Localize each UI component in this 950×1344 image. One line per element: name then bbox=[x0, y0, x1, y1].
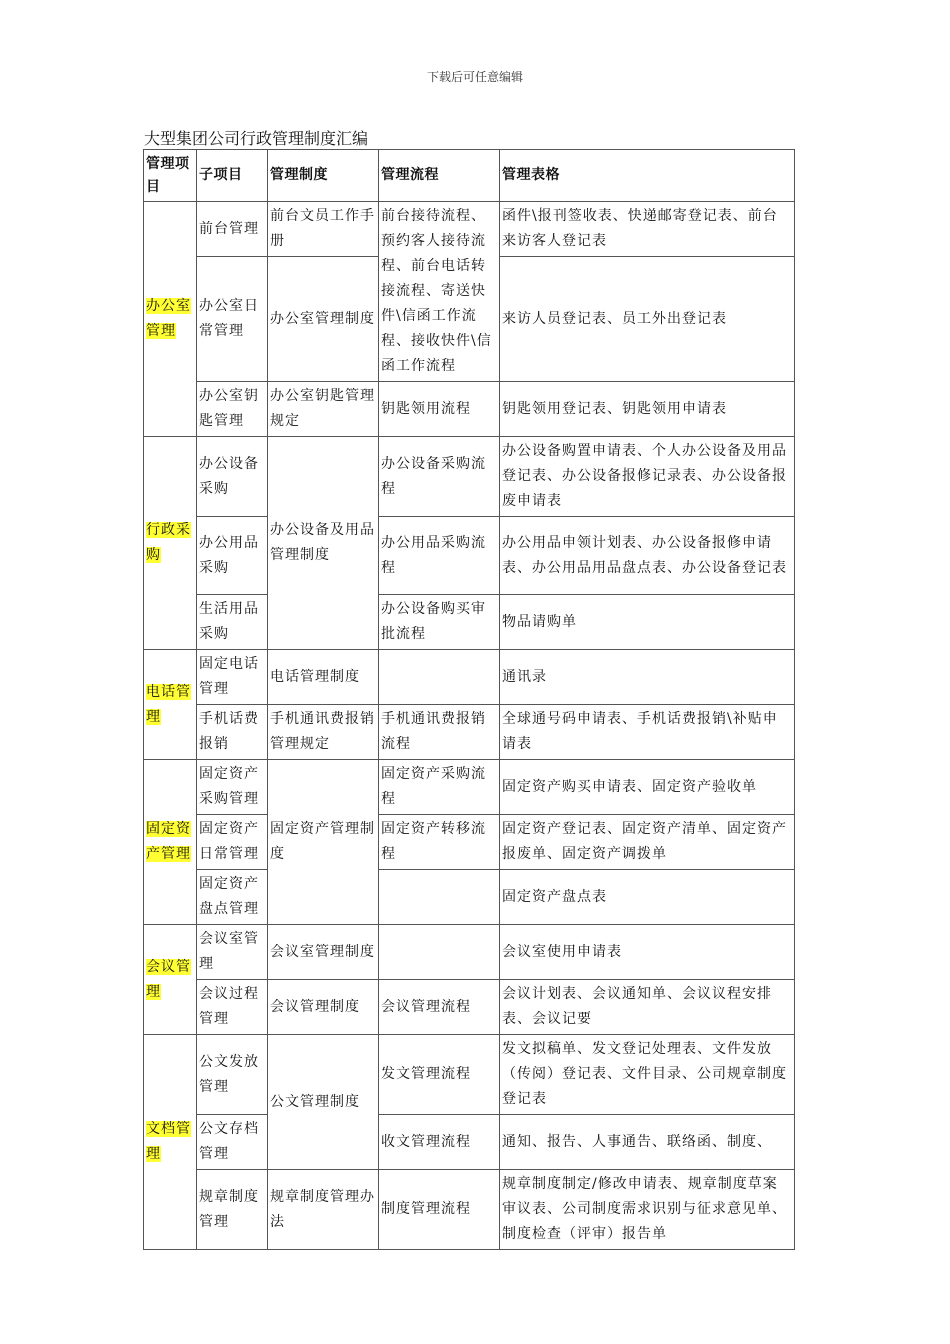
policy-cell: 办公室管理制度 bbox=[268, 257, 379, 382]
table-row bbox=[144, 1115, 795, 1170]
process-cell: 钥匙领用流程 bbox=[379, 382, 500, 437]
subitem-cell: 公文存档管理 bbox=[197, 1115, 268, 1170]
col-header-forms: 管理表格 bbox=[500, 150, 795, 202]
process-cell bbox=[379, 870, 500, 925]
category-cell bbox=[144, 437, 197, 650]
process-cell: 发文管理流程 bbox=[379, 1035, 500, 1115]
process-cell: 制度管理流程 bbox=[379, 1170, 500, 1250]
category-label: 行政采购 bbox=[146, 522, 191, 563]
process-cell: 办公用品采购流程 bbox=[379, 517, 500, 595]
table-row bbox=[144, 1170, 795, 1250]
subitem-cell: 会议过程管理 bbox=[197, 980, 268, 1035]
table-row bbox=[144, 760, 795, 815]
category-label: 固定资产管理 bbox=[146, 821, 191, 862]
forms-cell: 固定资产购买申请表、固定资产验收单 bbox=[500, 760, 795, 815]
category-cell bbox=[144, 1035, 197, 1250]
forms-cell: 全球通号码申请表、手机话费报销\补贴申请表 bbox=[500, 705, 795, 760]
process-cell bbox=[379, 650, 500, 705]
category-cell bbox=[144, 650, 197, 760]
policy-cell: 会议室管理制度 bbox=[268, 925, 379, 980]
subitem-cell: 公文发放管理 bbox=[197, 1035, 268, 1115]
process-cell bbox=[379, 925, 500, 980]
subitem-cell: 前台管理 bbox=[197, 202, 268, 257]
forms-cell: 钥匙领用登记表、钥匙领用申请表 bbox=[500, 382, 795, 437]
forms-cell: 物品请购单 bbox=[500, 595, 795, 650]
subitem-cell: 固定电话管理 bbox=[197, 650, 268, 705]
policy-cell: 固定资产管理制度 bbox=[268, 760, 379, 925]
policy-cell: 会议管理制度 bbox=[268, 980, 379, 1035]
process-cell: 会议管理流程 bbox=[379, 980, 500, 1035]
policy-cell: 电话管理制度 bbox=[268, 650, 379, 705]
table-row bbox=[144, 1035, 795, 1115]
category-label: 办公室管理 bbox=[146, 298, 191, 339]
forms-cell: 规章制度制定/修改申请表、规章制度草案审议表、公司制度需求识别与征求意见单、制度检查（评审）报告单 bbox=[500, 1170, 795, 1250]
subitem-cell: 办公用品采购 bbox=[197, 517, 268, 595]
table-row bbox=[144, 870, 795, 925]
forms-cell: 发文拟稿单、发文登记处理表、文件发放（传阅）登记表、文件目录、公司规章制度登记表 bbox=[500, 1035, 795, 1115]
col-header-process: 管理流程 bbox=[379, 150, 500, 202]
forms-cell: 函件\报刊签收表、快递邮寄登记表、前台来访客人登记表 bbox=[500, 202, 795, 257]
table-row bbox=[144, 382, 795, 437]
forms-cell: 固定资产盘点表 bbox=[500, 870, 795, 925]
table-row bbox=[144, 595, 795, 650]
forms-cell: 会议室使用申请表 bbox=[500, 925, 795, 980]
policy-cell: 前台文员工作手册 bbox=[268, 202, 379, 257]
table-row bbox=[144, 925, 795, 980]
forms-cell: 办公设备购置申请表、个人办公设备及用品登记表、办公设备报修记录表、办公设备报废申请表 bbox=[500, 437, 795, 517]
subitem-cell: 办公室钥匙管理 bbox=[197, 382, 268, 437]
forms-cell: 会议计划表、会议通知单、会议议程安排表、会议记要 bbox=[500, 980, 795, 1035]
policy-cell: 办公室钥匙管理规定 bbox=[268, 382, 379, 437]
forms-cell: 通知、报告、人事通告、联络函、制度、 bbox=[500, 1115, 795, 1170]
subitem-cell: 办公室日常管理 bbox=[197, 257, 268, 382]
category-cell bbox=[144, 202, 197, 437]
process-cell: 办公设备采购流程 bbox=[379, 437, 500, 517]
category-label: 电话管理 bbox=[146, 683, 191, 725]
table-header-row bbox=[144, 150, 795, 202]
subitem-cell: 会议室管理 bbox=[197, 925, 268, 980]
subitem-cell: 手机话费报销 bbox=[197, 705, 268, 760]
process-cell: 固定资产采购流程 bbox=[379, 760, 500, 815]
subitem-cell: 固定资产盘点管理 bbox=[197, 870, 268, 925]
category-label: 文档管理 bbox=[146, 1121, 191, 1162]
category-label: 会议管理 bbox=[146, 958, 191, 1000]
process-cell: 前台接待流程、预约客人接待流程、前台电话转接流程、寄送快件\信函工作流程、接收快件\信函工作流程 bbox=[379, 202, 500, 382]
table-row bbox=[144, 980, 795, 1035]
process-cell: 手机通讯费报销流程 bbox=[379, 705, 500, 760]
policy-cell: 手机通讯费报销管理规定 bbox=[268, 705, 379, 760]
policy-cell: 办公设备及用品管理制度 bbox=[268, 437, 379, 650]
admin-policy-table bbox=[143, 149, 795, 1250]
policy-cell: 规章制度管理办法 bbox=[268, 1170, 379, 1250]
table-row bbox=[144, 517, 795, 595]
col-header-category: 管理项目 bbox=[144, 150, 197, 202]
table-row bbox=[144, 437, 795, 517]
col-header-policy: 管理制度 bbox=[268, 150, 379, 202]
table-row bbox=[144, 705, 795, 760]
subitem-cell: 生活用品采购 bbox=[197, 595, 268, 650]
subitem-cell: 固定资产采购管理 bbox=[197, 760, 268, 815]
forms-cell: 办公用品申领计划表、办公设备报修申请表、办公用品用品盘点表、办公设备登记表 bbox=[500, 517, 795, 595]
forms-cell: 固定资产登记表、固定资产清单、固定资产报废单、固定资产调拨单 bbox=[500, 815, 795, 870]
category-cell bbox=[144, 925, 197, 1035]
category-cell bbox=[144, 760, 197, 925]
table-row bbox=[144, 650, 795, 705]
subitem-cell: 办公设备采购 bbox=[197, 437, 268, 517]
subitem-cell: 固定资产日常管理 bbox=[197, 815, 268, 870]
table-row bbox=[144, 202, 795, 257]
document-title: 大型集团公司行政管理制度汇编 bbox=[144, 129, 369, 148]
process-cell: 固定资产转移流程 bbox=[379, 815, 500, 870]
process-cell: 办公设备购买审批流程 bbox=[379, 595, 500, 650]
policy-cell: 公文管理制度 bbox=[268, 1035, 379, 1170]
forms-cell: 通讯录 bbox=[500, 650, 795, 705]
download-note: 下载后可任意编辑 bbox=[426, 70, 523, 84]
process-cell: 收文管理流程 bbox=[379, 1115, 500, 1170]
table-row bbox=[144, 815, 795, 870]
col-header-subitem: 子项目 bbox=[197, 150, 268, 202]
forms-cell: 来访人员登记表、员工外出登记表 bbox=[500, 257, 795, 382]
subitem-cell: 规章制度管理 bbox=[197, 1170, 268, 1250]
